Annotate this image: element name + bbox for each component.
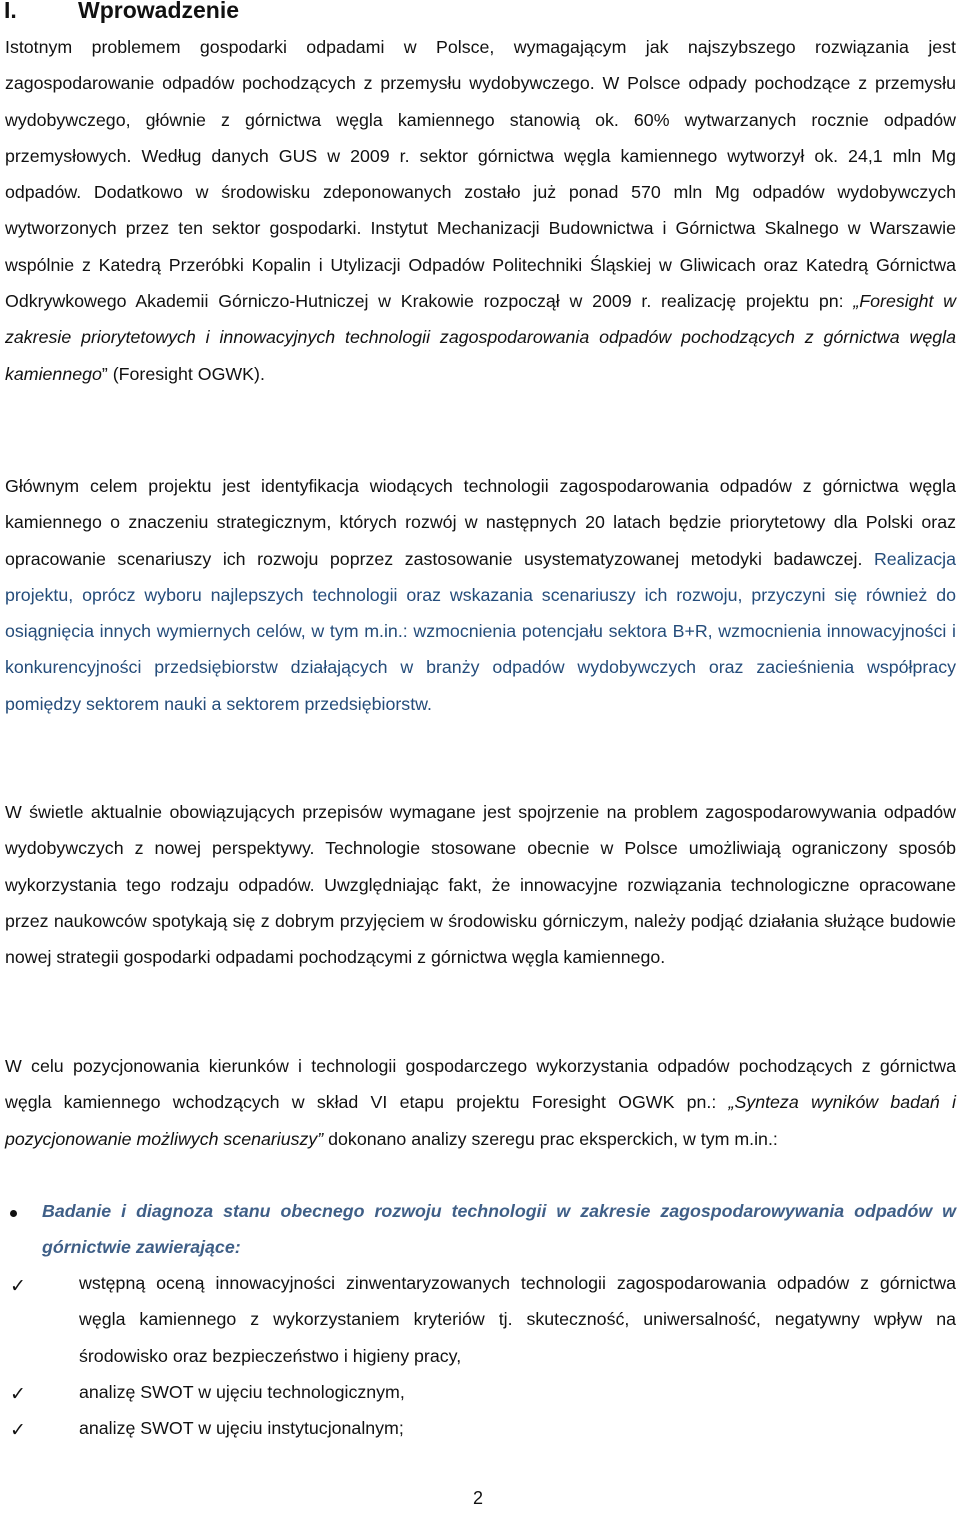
intro-text-end: ” (Foresight OGWK).	[101, 363, 265, 384]
positioning-paragraph	[5, 1048, 956, 1157]
check-item-text: wstępną oceną innowacyjności zinwentaryzowanych technologii zagospodarowania odpadów z górnictwa węgla kamiennego z wykorzystaniem kryteriów tj. skuteczność, uniwersalność, negatywny wpływ na środowisko oraz bezpieczeństwo i higieny pracy,	[79, 1273, 956, 1366]
checkmark-icon: ✓	[10, 1384, 26, 1405]
goal-text-highlight: Realizacja projektu, oprócz wyboru najlepszych technologii oraz wskazania scenariuszy ich rozwoju, przyczyni się również do osiągnięcia innych wymiernych celów, w tym m.in.: wzmocnienia potencjału sektora B+R, wzmocnienia innowacyjności i konkurencyjności przedsiębiorstw działających w branży odpadów wydobywczych oraz zacieśnienia współpracy pomiędzy sektorem nauki a sektorem przedsiębiorstw.	[5, 548, 956, 714]
positioning-text-end: dokonano analizy szeregu prac eksperckich, w tym m.in.:	[323, 1128, 778, 1149]
project-name: „Foresight w zakresie priorytetowych i innowacyjnych technologii zagospodarowania odpadów pochodzących z górnictwa węgla kamiennego	[5, 291, 956, 384]
check-item-text: analizę SWOT w ujęciu technologicznym,	[79, 1382, 405, 1402]
check-item	[79, 1410, 956, 1446]
stage-name: „Synteza wyników badań i pozycjonowanie możliwych scenariuszy”	[5, 1092, 956, 1149]
bullet-item-text: Badanie i diagnoza stanu obecnego rozwoju technologii w zakresie zagospodarowywania odpadów w górnictwie zawierające:	[42, 1201, 956, 1258]
goal-text: Głównym celem projektu jest identyfikacja wiodących technologii zagospodarowania odpadów z górnictwa węgla kamiennego o znaczeniu strategicznym, których rozwój w następnych 20 latach będzie priorytetowy dla Polski oraz opracowanie scenariuszy ich rozwoju poprzez zastosowanie usystematyzowanej metodyki badawczej.	[5, 476, 956, 569]
page-number: 2	[473, 1488, 484, 1508]
intro-paragraph	[5, 29, 956, 392]
check-item-text: analizę SWOT w ujęciu instytucjonalnym;	[79, 1418, 404, 1438]
section-title: Wprowadzenie	[78, 0, 240, 23]
positioning-text: W celu pozycjonowania kierunków i technologii gospodarczego wykorzystania odpadów pochodzących z górnictwa węgla kamiennego wchodzących w skład VI etapu projektu Foresight OGWK pn.:	[5, 1056, 956, 1113]
intro-text: Istotnym problemem gospodarki odpadami w Polsce, wymagającym jak najszybszego rozwiązania jest zagospodarowanie odpadów pochodzących z przemysłu wydobywczego. W Polsce odpady pochodzące z przemysłu wydobywczego, głównie z górnictwa węgla kamiennego stanowią ok. 60% wytwarzanych rocznie odpadów przemysłowych. Według danych GUS w 2009 r. sektor górnictwa węgla kamiennego wytworzył ok. 24,1 mln Mg odpadów. Dodatkowo w środowisku zdeponowanych zostało już ponad 570 mln Mg odpadów wydobywczych wytworzonych przez ten sektor gospodarki. Instytut Mechanizacji Budownictwa i Górnictwa Skalnego w Warszawie wspólnie z Katedrą Przeróbki Kopalin i Utylizacji Odpadów Politechniki Śląskiej w Gliwicach oraz Katedrą Górnictwa Odkrywkowego Akademii Górniczo-Hutniczej w Krakowie rozpoczął w 2009 r. realizację projektu pn:	[5, 37, 956, 312]
section-heading	[4, 0, 239, 28]
regulation-paragraph	[5, 794, 956, 975]
checkmark-icon: ✓	[10, 1420, 26, 1441]
check-item	[79, 1265, 956, 1374]
checkmark-icon: ✓	[10, 1276, 26, 1297]
check-item	[79, 1374, 956, 1410]
bullet-icon	[10, 1202, 17, 1222]
section-number: I.	[4, 0, 17, 23]
bullet-item	[42, 1193, 956, 1266]
regulation-text: W świetle aktualnie obowiązujących przepisów wymagane jest spojrzenie na problem zagospodarowywania odpadów wydobywczych z nowej perspektywy. Technologie stosowane obecnie w Polsce umożliwiają ograniczony sposób wykorzystania tego rodzaju odpadów. Uwzględniając fakt, że innowacyjne rozwiązania technologiczne opracowane przez naukowców spotykają się z dobrym przyjęciem w środowisku górniczym, należy podjąć działania służące budowie nowej strategii gospodarki odpadami pochodzącymi z górnictwa węgla kamiennego.	[5, 802, 956, 968]
goal-paragraph	[5, 468, 956, 722]
